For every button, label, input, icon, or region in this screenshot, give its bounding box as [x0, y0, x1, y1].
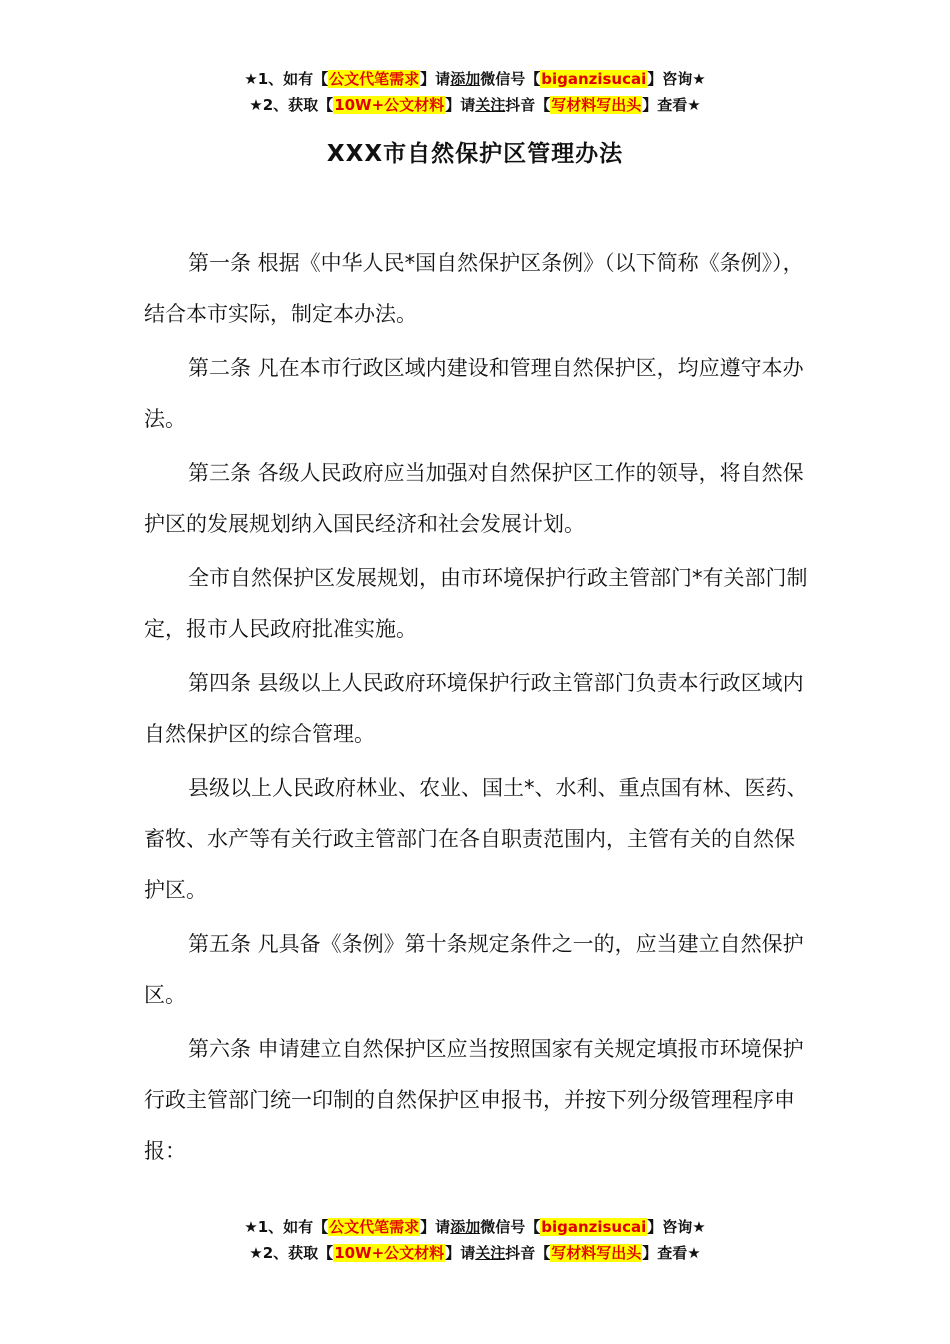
highlight-materials: 10W+公文材料: [334, 96, 445, 114]
banner-line-1: [0, 66, 950, 92]
banner-text: ★1、如有【: [244, 70, 329, 88]
banner-text: 】查看★: [642, 1244, 701, 1262]
paragraph-article-4-cont: 县级以上人民政府林业、农业、国土*、水利、重点国有林、医药、畜牧、水产等有关行政主管部门在各自职责范围内，主管有关的自然保护区。: [144, 776, 808, 902]
highlight-materials: 10W+公文材料: [334, 1244, 445, 1262]
document-body: [144, 238, 808, 1180]
banner-text: 】请: [420, 70, 451, 88]
banner-text: 抖音【: [505, 96, 551, 114]
banner-text: 抖音【: [505, 1244, 551, 1262]
highlight-douyin-account: 写材料写出头: [551, 1244, 642, 1262]
banner-text: 】请: [445, 1244, 476, 1262]
banner-text: ★1、如有【: [244, 1218, 329, 1236]
highlight-douyin-account: 写材料写出头: [551, 96, 642, 114]
paragraph-article-2: 第二条 凡在本市行政区域内建设和管理自然保护区，均应遵守本办法。: [144, 356, 804, 431]
banner-text: 】请: [445, 96, 476, 114]
paragraph-article-5: 第五条 凡具备《条例》第十条规定条件之一的，应当建立自然保护区。: [144, 932, 804, 1007]
highlight-wechat-id: biganzisucai: [541, 70, 647, 88]
underlined-text: 添加: [450, 70, 481, 88]
paragraph-article-4: 第四条 县级以上人民政府环境保护行政主管部门负责本行政区域内自然保护区的综合管理。: [144, 671, 804, 746]
underlined-text: 关注: [475, 1244, 506, 1262]
paragraph-article-3-cont: 全市自然保护区发展规划，由市环境保护行政主管部门*有关部门制定，报市人民政府批准实施。: [144, 566, 808, 641]
banner-text: 】咨询★: [647, 70, 706, 88]
paragraph-article-3: 第三条 各级人民政府应当加强对自然保护区工作的领导，将自然保护区的发展规划纳入国民经济和社会发展计划。: [144, 461, 804, 536]
highlight-service: 公文代笔需求: [329, 1218, 420, 1236]
footer-banner: [0, 1214, 950, 1266]
paragraph-article-6: 第六条 申请建立自然保护区应当按照国家有关规定填报市环境保护行政主管部门统一印制的自然保护区申报书，并按下列分级管理程序申报：: [144, 1037, 804, 1163]
document-title: XXX市自然保护区管理办法: [326, 141, 624, 167]
banner-text: 微信号【: [480, 1218, 541, 1236]
header-banner: [0, 66, 950, 118]
banner-text: ★2、获取【: [249, 1244, 334, 1262]
banner-line-2: [0, 1240, 950, 1266]
underlined-text: 关注: [475, 96, 506, 114]
banner-text: 】查看★: [642, 96, 701, 114]
banner-text: ★2、获取【: [249, 96, 334, 114]
highlight-wechat-id: biganzisucai: [541, 1218, 647, 1236]
banner-line-2: [0, 92, 950, 118]
underlined-text: 添加: [450, 1218, 481, 1236]
paragraph-article-1: 第一条 根据《中华人民*国自然保护区条例》（以下简称《条例》），结合本市实际，制定本办法。: [144, 251, 804, 326]
banner-text: 】咨询★: [647, 1218, 706, 1236]
banner-text: 】请: [420, 1218, 451, 1236]
highlight-service: 公文代笔需求: [329, 70, 420, 88]
banner-text: 微信号【: [480, 70, 541, 88]
banner-line-1: [0, 1214, 950, 1240]
